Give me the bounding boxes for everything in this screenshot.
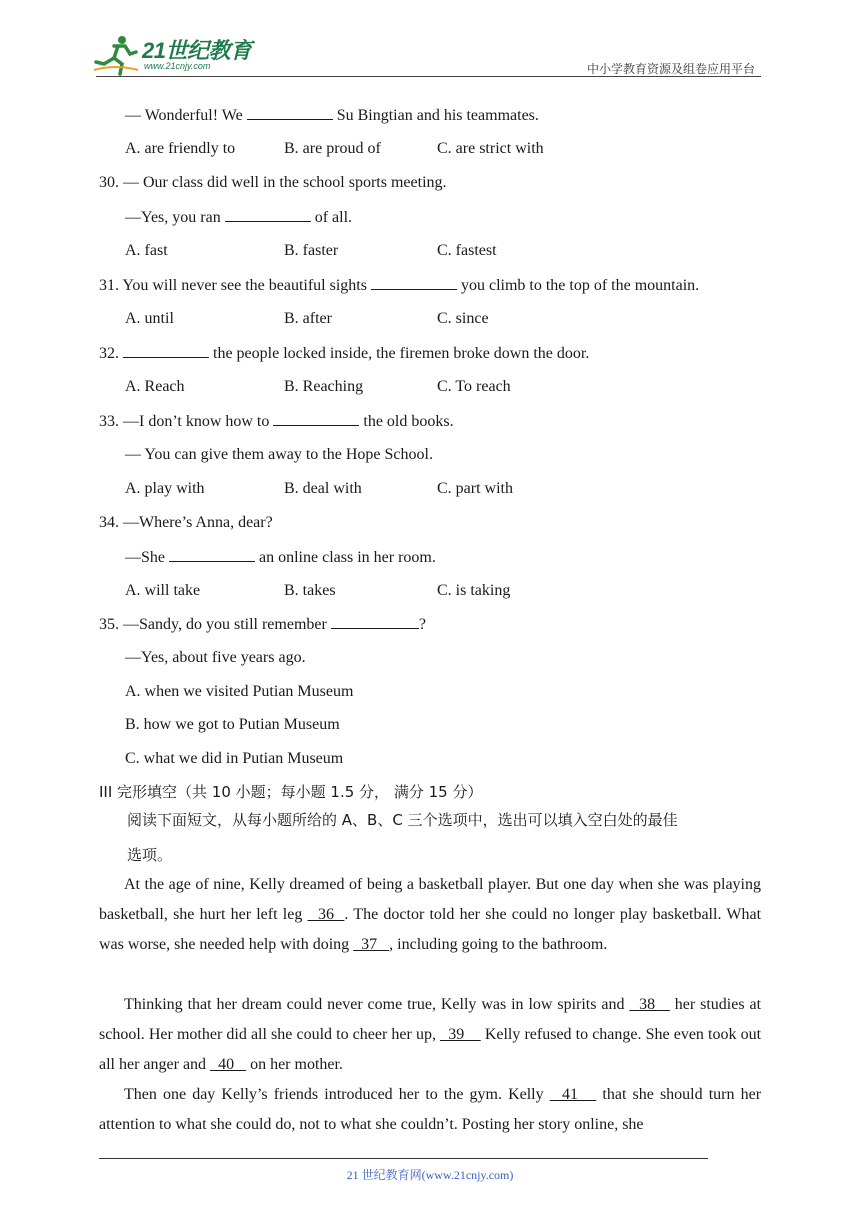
header-divider [96, 76, 761, 77]
answer-blank [331, 614, 419, 629]
option-a[interactable]: A. when we visited Putian Museum [125, 683, 354, 700]
blank-39[interactable]: 39 [440, 1026, 481, 1043]
passage-paragraph-3: Then one day Kelly’s friends introduced her to the gym. Kelly 41 that she should turn her attention to what she could do, not to what she couldn’t. Posting her story online, she [99, 1086, 762, 1133]
q34-line2: —She an online class in her room. [125, 549, 436, 566]
blank-41[interactable]: 41 [549, 1086, 597, 1103]
option-c[interactable]: C. is taking [437, 582, 511, 599]
q30-stem: 30. — Our class did well in the school sports meeting. [99, 174, 447, 191]
q31-stem: 31. You will never see the beautiful sights you climb to the top of the mountain. [99, 277, 700, 294]
q34-stem: 34. —Where’s Anna, dear? [99, 514, 273, 531]
blank-37[interactable]: 37 [353, 936, 390, 953]
q30-line2: —Yes, you ran of all. [125, 209, 353, 226]
blank-40[interactable]: 40 [210, 1056, 247, 1073]
option-b[interactable]: B. Reaching [284, 378, 364, 395]
section-instruction: 阅读下面短文，从每小题所给的 A、B、C 三个选项中，选出可以填入空白处的最佳 [127, 811, 678, 829]
answer-blank [225, 207, 311, 222]
option-c[interactable]: C. what we did in Putian Museum [125, 750, 344, 767]
answer-blank [169, 547, 255, 562]
page-header [0, 0, 860, 80]
passage-paragraph-2: Thinking that her dream could never come true, Kelly was in low spirits and 38 her studies at school. Her mother did all she could to cheer her up, 39 Kelly refused to change. She even took out all her anger and 40 on her mother. [99, 996, 762, 1073]
option-c[interactable]: C. part with [437, 480, 513, 497]
answer-blank [371, 275, 457, 290]
option-c[interactable]: C. since [437, 310, 489, 327]
q32-stem: 32. the people locked inside, the firemen broke down the door. [99, 345, 590, 362]
answer-blank [123, 343, 209, 358]
q29-line2: — Wonderful! We Su Bingtian and his teammates. [125, 107, 539, 124]
option-b[interactable]: B. how we got to Putian Museum [125, 716, 340, 733]
option-b[interactable]: B. after [284, 310, 332, 327]
option-b[interactable]: B. faster [284, 242, 339, 259]
option-a[interactable]: A. will take [125, 582, 201, 599]
option-a[interactable]: A. play with [125, 480, 205, 497]
footer-divider [99, 1158, 708, 1159]
option-c[interactable]: C. To reach [437, 378, 511, 395]
option-b[interactable]: B. takes [284, 582, 336, 599]
option-a[interactable]: A. are friendly to [125, 140, 236, 157]
blank-36[interactable]: 36 [307, 906, 345, 923]
runner-logo-icon [92, 34, 140, 76]
site-logo [92, 34, 267, 78]
option-a[interactable]: A. Reach [125, 378, 185, 395]
section-instruction-cont: 选项。 [127, 846, 173, 864]
answer-blank [247, 105, 333, 120]
option-b[interactable]: B. are proud of [284, 140, 381, 157]
q35-line2: —Yes, about five years ago. [125, 649, 306, 666]
option-a[interactable]: A. fast [125, 242, 168, 259]
option-c[interactable]: C. fastest [437, 242, 497, 259]
blank-38[interactable]: 38 [629, 996, 670, 1013]
q33-stem: 33. —I don’t know how to the old books. [99, 413, 454, 430]
platform-name: 中小学教育资源及组卷应用平台 [586, 62, 755, 76]
logo-text: 21世纪教育 [142, 38, 252, 63]
option-a[interactable]: A. until [125, 310, 174, 327]
section-title: III 完形填空（共 10 小题；每小题 1.5 分， 满分 15 分） [99, 783, 483, 801]
footer-text[interactable]: 21 世纪教育网(www.21cnjy.com) [346, 1168, 514, 1182]
answer-blank [273, 411, 359, 426]
logo-url: www.21cnjy.com [144, 61, 211, 71]
option-b[interactable]: B. deal with [284, 480, 362, 497]
option-c[interactable]: C. are strict with [437, 140, 544, 157]
q35-stem: 35. —Sandy, do you still remember ? [99, 616, 426, 633]
q33-line2: — You can give them away to the Hope School. [125, 446, 433, 463]
passage-paragraph-1: At the age of nine, Kelly dreamed of being a basketball player. But one day when she was playing basketball, she hurt her left leg 36 . The doctor told her she could no longer play basketball. What was worse, she needed help with doing 37 , including going to the bathroom. [99, 876, 762, 953]
